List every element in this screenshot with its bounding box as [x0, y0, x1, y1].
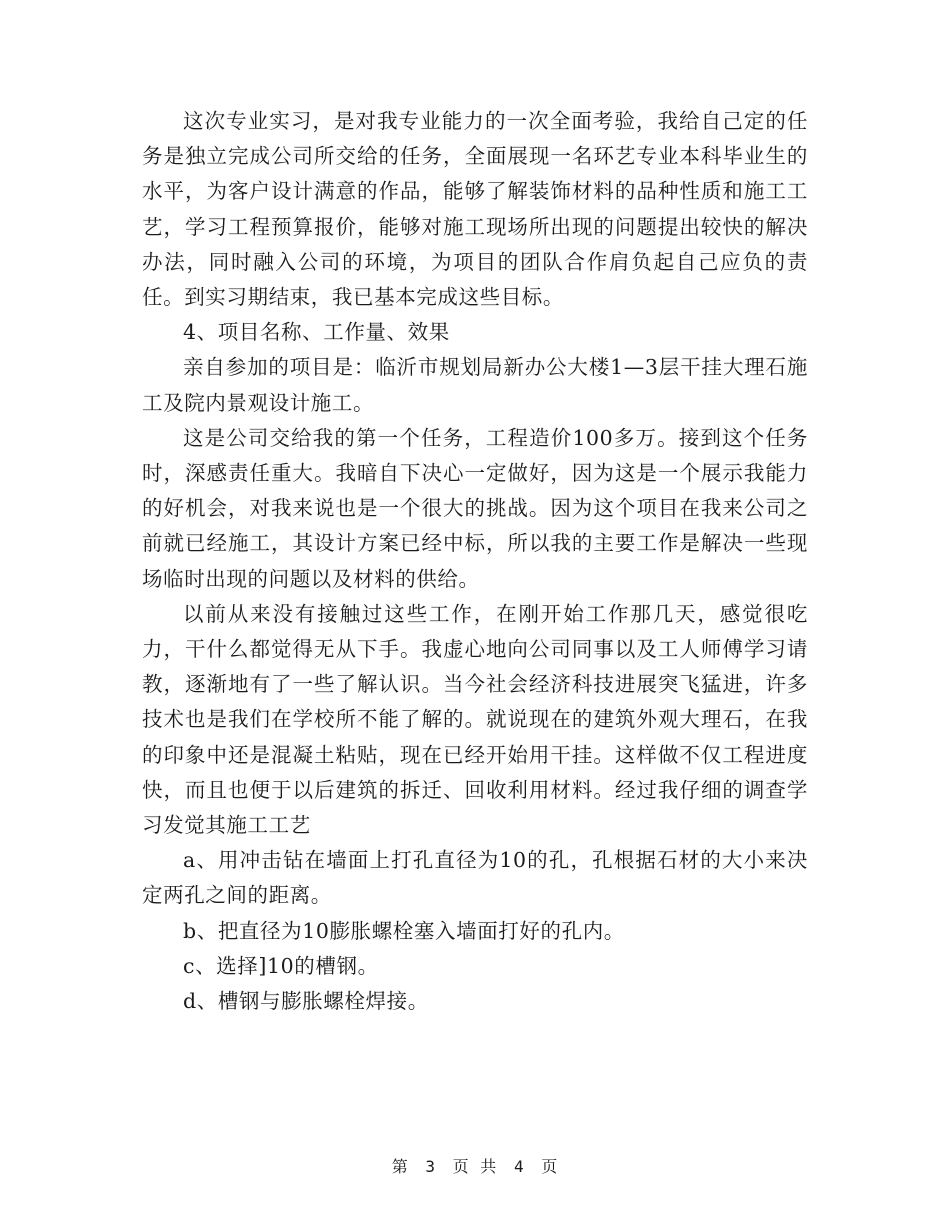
step-b: b、把直径为10膨胀螺栓塞入墙面打好的孔内。 — [183, 918, 625, 943]
footer-suffix: 页 — [541, 1157, 559, 1176]
paragraph-internship-goals: 这次专业实习，是对我专业能力的一次全面考验，我给自己定的任务是独立完成公司所交给的任务，全面展现一名环艺专业本科毕业生的水平，为客户设计满意的作品，能够了解装饰材料的品种性质和施工工艺，学习工程预算报价，能够对施工现场所出现的问题提出较快的解决办法，同时融入公司的环境，为项目的团队合作肩负起自己应负的责任。到实习期结束，我已基本完成这些目标。 — [142, 109, 808, 310]
paragraph-project-name: 亲自参加的项目是：临沂市规划局新办公大楼1—3层干挂大理石施工及院内景观设计施工。 — [142, 355, 808, 415]
document-body — [142, 104, 808, 1019]
page-footer — [0, 1154, 950, 1177]
step-a: a、用冲击钻在墙面上打孔直径为10的孔，孔根据石材的大小来决定两孔之间的距离。 — [142, 848, 808, 908]
paragraph-learning-process: 以前从来没有接触过这些工作，在刚开始工作那几天，感觉很吃力，干什么都觉得无从下手。我虚心地向公司同事以及工人师傅学习请教，逐渐地有了一些了解认识。当今社会经济科技进展突飞猛进，许多技术也是我们在学校所不能了解的。就说现在的建筑外观大理石，在我的印象中还是混凝土粘贴，现在已经开始用干挂。这样做不仅工程进度快，而且也便于以后建筑的拆迁、回收利用材料。经过我仔细的调查学习发觉其施工工艺 — [142, 601, 808, 838]
footer-prefix: 第 — [391, 1157, 409, 1176]
step-c: c、选择]10的槽钢。 — [183, 953, 379, 978]
footer-current-page: 3 — [425, 1157, 437, 1176]
footer-middle: 页 共 — [452, 1157, 498, 1176]
paragraph-first-task: 这是公司交给我的第一个任务，工程造价100多万。接到这个任务时，深感责任重大。我暗自下决心一定做好，因为这是一个展示我能力的好机会，对我来说也是一个很大的挑战。因为这个项目在我来公司之前就已经施工，其设计方案已经中标，所以我的主要工作是解决一些现场临时出现的问题以及材料的供给。 — [142, 425, 808, 591]
step-d: d、槽钢与膨胀螺栓焊接。 — [183, 989, 429, 1014]
footer-total-pages: 4 — [513, 1157, 525, 1176]
section-heading-project: 4、项目名称、工作量、效果 — [183, 320, 450, 345]
